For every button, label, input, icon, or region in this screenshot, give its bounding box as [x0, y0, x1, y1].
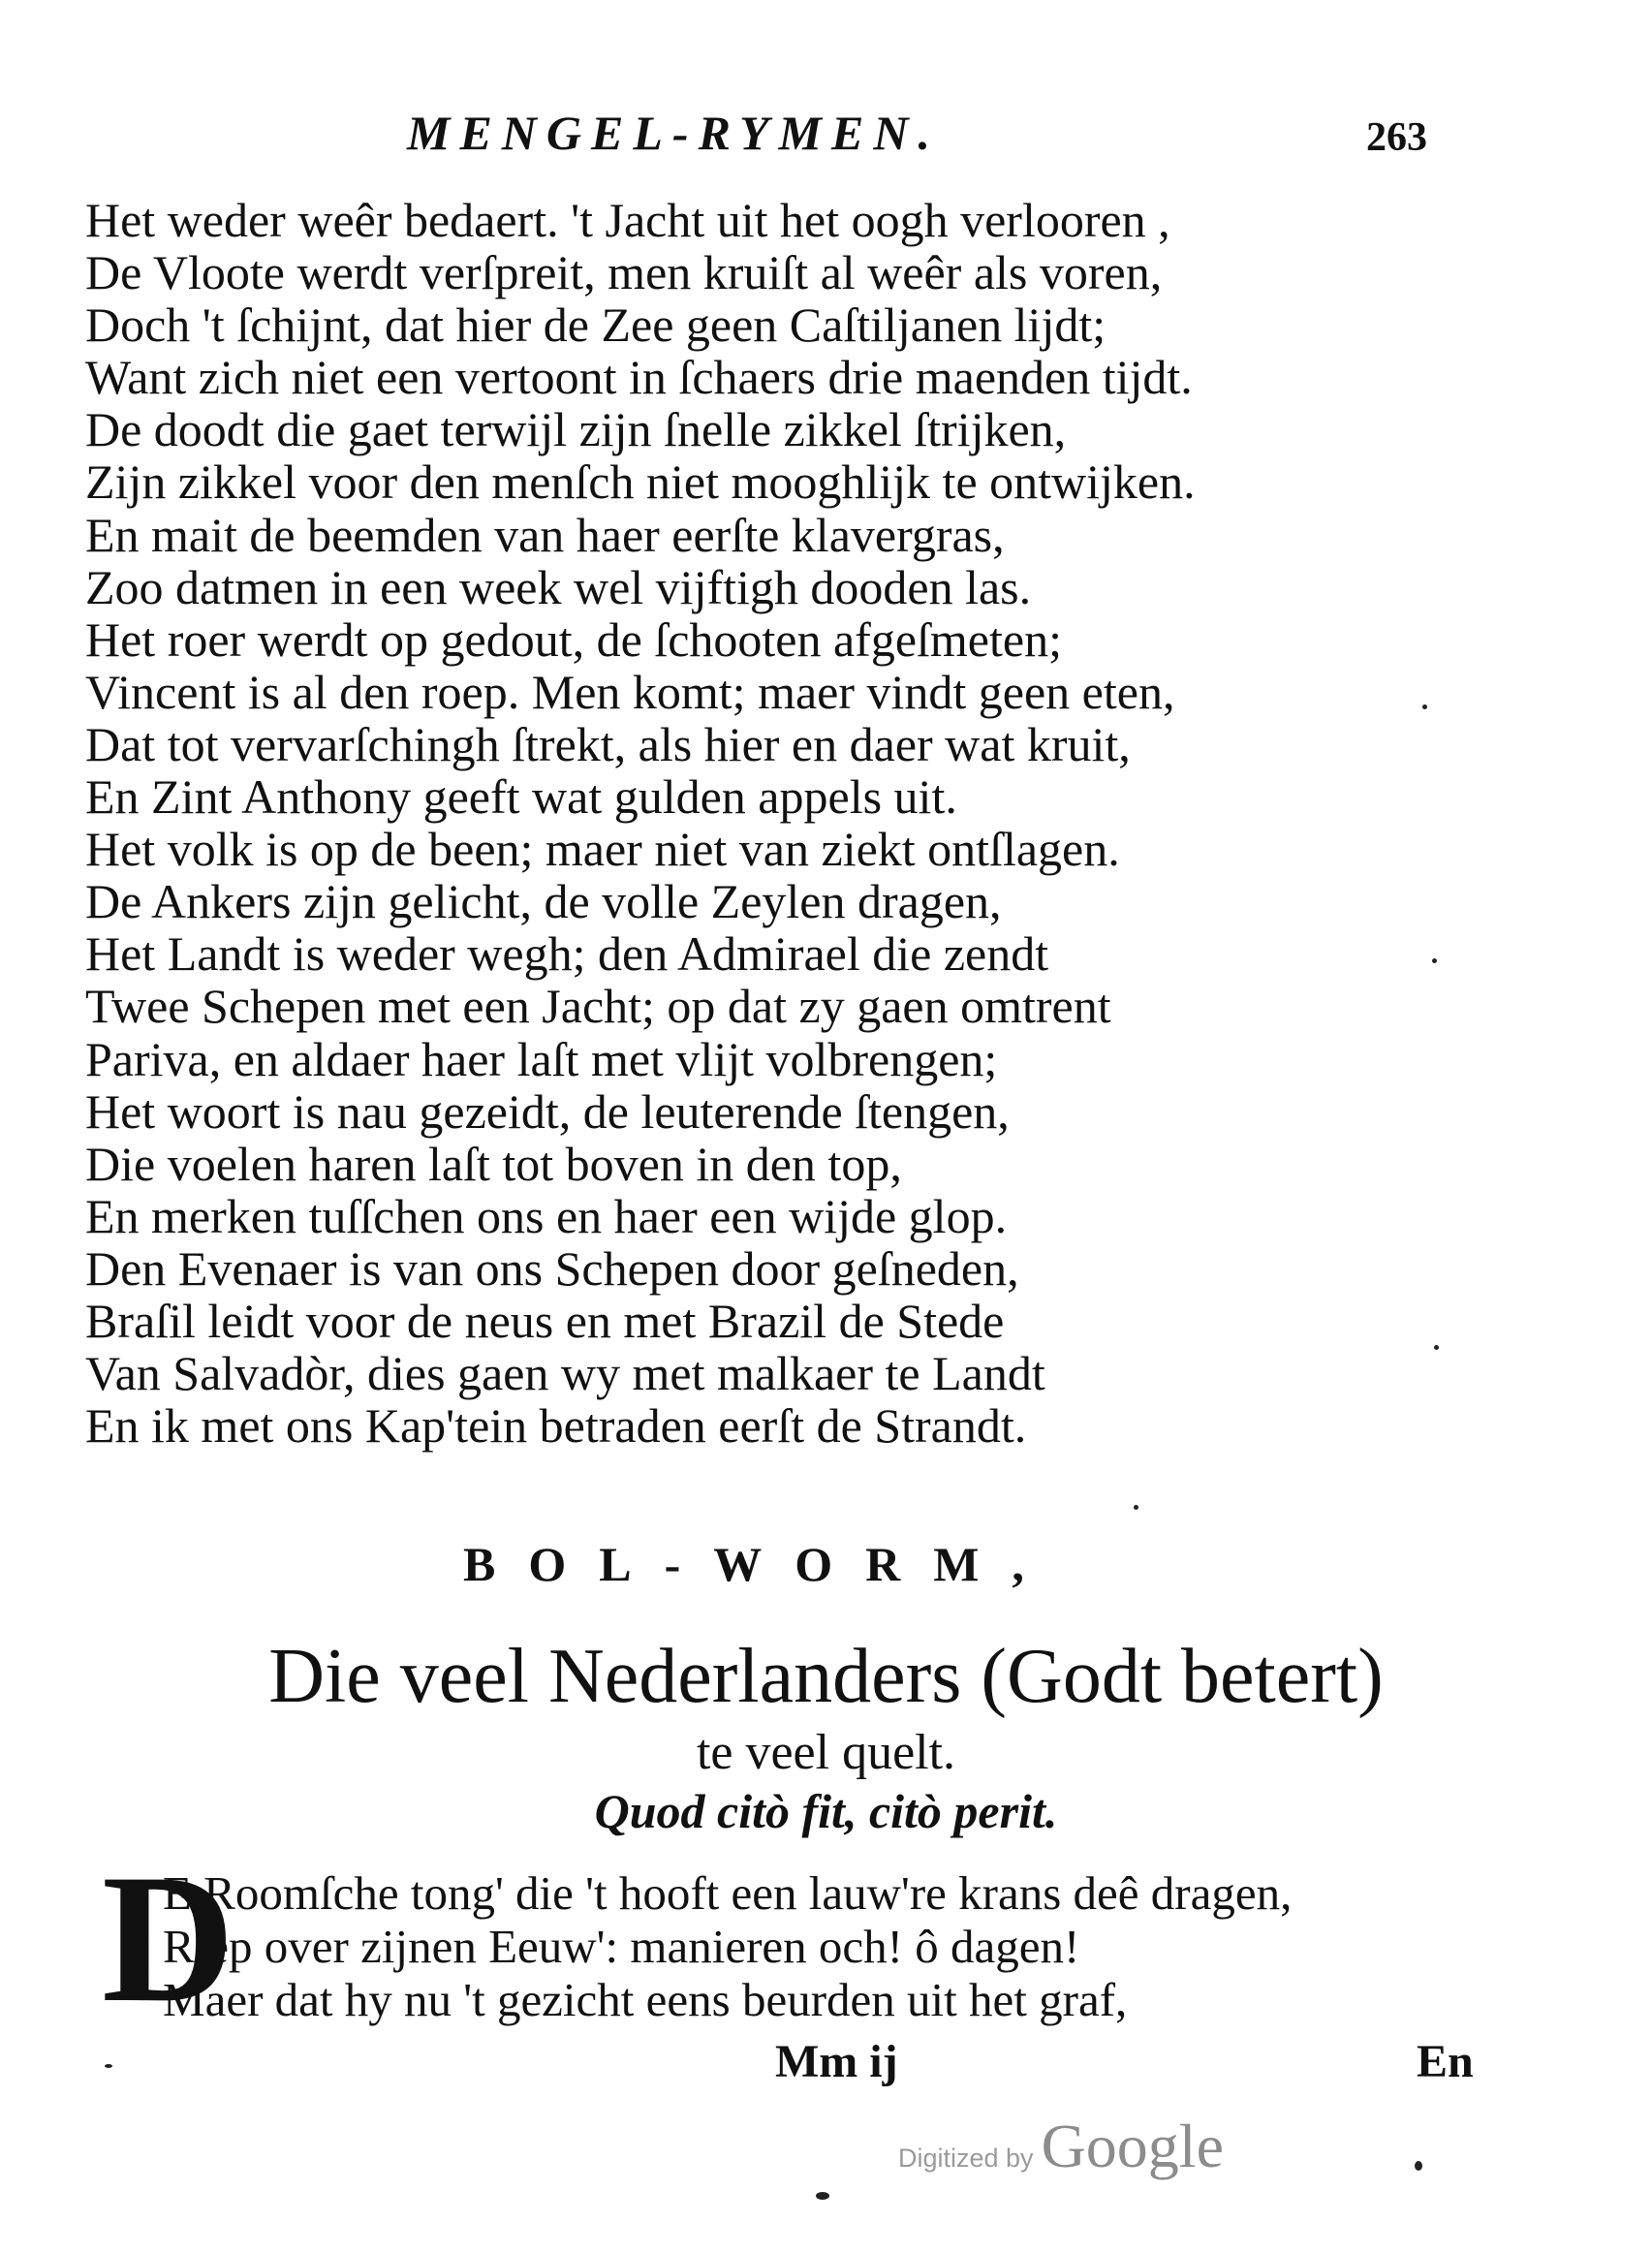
paper-speck [1415, 2161, 1422, 2171]
second-poem-line: E Roomſche tong' die 't hooft een lauw're krans deê dragen, [163, 1866, 1293, 1920]
paper-speck [1434, 1345, 1439, 1350]
poem-line: En merken tuſſchen ons en haer een wijde glop. [85, 1188, 1008, 1243]
poem-line: Den Evenaer is van ons Schepen door geſneden, [85, 1240, 1019, 1296]
second-poem-body [163, 1866, 1292, 2026]
poem-line: De Ankers zijn gelicht, de volle Zeylen dragen, [85, 874, 1002, 929]
poem-line: Het volk is op de been; maer niet van ziekt ontſlagen. [85, 822, 1120, 877]
paper-speck [1422, 704, 1427, 709]
watermark-prefix: Digitized by [898, 2144, 1034, 2173]
poem-line: Vincent is al den roep. Men komt; maer vindt geen eten, [85, 664, 1175, 719]
poem-line: Het roer werdt op gedout, de ſchooten afgeſmeten; [85, 611, 1062, 667]
poem-line: Het woort is nau gezeidt, de leuterende ſtengen, [85, 1083, 1010, 1139]
poem-line: Zijn zikkel voor den menſch niet mooghlijk te ontwijken. [85, 454, 1196, 510]
paper-speck [1134, 1505, 1138, 1510]
poem-line: Van Salvadòr, dies gaen wy met malkaer te Landt [85, 1346, 1045, 1401]
section-title: BOL-WORM, [463, 1537, 1057, 1591]
running-head: MENGEL-RYMEN. [407, 106, 940, 160]
section-subtitle-continuation: te veel quelt. [696, 1725, 956, 1780]
poem-line: Twee Schepen met een Jacht; op dat zy gaen omtrent [85, 979, 1111, 1034]
poem-line: Zoo datmen in een week wel vijftigh dooden las. [85, 559, 1032, 614]
poem-line: En Zint Anthony geeft wat gulden appels uit. [85, 769, 957, 825]
poem-line: Het Landt is weder wegh; den Admirael die zendt [85, 926, 1049, 982]
poem-line: De doodt die gaet terwijl zijn ſnelle zikkel ſtrijken, [85, 402, 1067, 457]
section-subtitle: Die veel Nederlanders (Godt betert) [268, 1634, 1384, 1719]
google-logo: Google [1041, 2112, 1224, 2180]
paper-speck [1432, 958, 1437, 963]
poem-line: Braſil leidt voor de neus en met Brazil de Stede [85, 1293, 1005, 1348]
poem-line: Die voelen haren laſt tot boven in den top, [85, 1136, 902, 1191]
drop-cap: D [102, 1837, 235, 2041]
latin-motto: Quod citò fit, citò perit. [594, 1784, 1058, 1838]
paper-speck [105, 2064, 112, 2068]
poem-line: Doch 't ſchijnt, dat hier de Zee geen Caſtiljanen lijdt; [85, 297, 1107, 353]
second-poem-line: Riep over zijnen Eeuw': manieren och! ô dagen! [163, 1920, 1080, 1973]
poem-line: Want zich niet een vertoont in ſchaers drie maenden tijdt. [85, 350, 1193, 405]
poem-line: En ik met ons Kap'tein betraden eerſt de Strandt. [85, 1398, 1027, 1454]
poem-line: En mait de beemden van haer eerſte klavergras, [85, 507, 1005, 562]
poem-line: De Vloote werdt verſpreit, men kruiſt al weêr als voren, [85, 245, 1163, 300]
second-poem-line: Maer dat hy nu 't gezicht eens beurden uit het graf, [163, 1973, 1128, 2026]
poem-line: Het weder weêr bedaert. 't Jacht uit het oogh verlooren , [85, 193, 1170, 247]
digitized-by-watermark [898, 2111, 1224, 2182]
catchword: En [1417, 2036, 1474, 2087]
poem-body [85, 194, 1196, 1452]
poem-line: Dat tot vervarſchingh ſtrekt, als hier en daer wat kruit, [85, 716, 1131, 771]
poem-line: Pariva, en aldaer haer laſt met vlijt volbrengen; [85, 1031, 998, 1086]
signature-mark: Mm ij [775, 2036, 898, 2087]
page-number: 263 [1366, 115, 1427, 160]
paper-speck [816, 2192, 829, 2200]
